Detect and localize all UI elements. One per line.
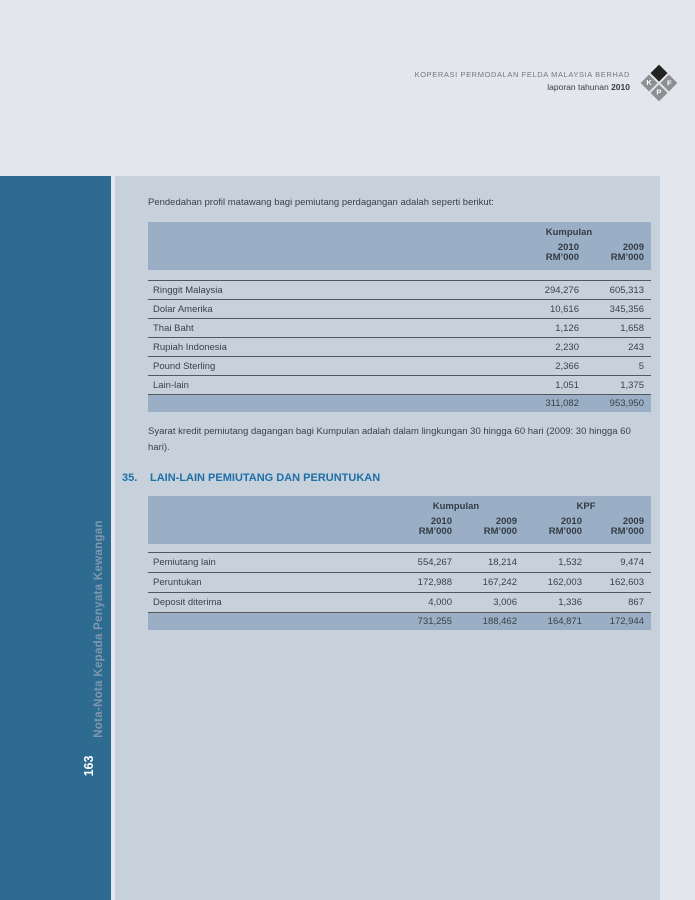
total-value: 188,462 bbox=[482, 616, 517, 627]
table-row bbox=[148, 280, 651, 299]
report-title bbox=[415, 82, 630, 92]
currency-table bbox=[148, 222, 651, 412]
cell-value: 162,003 bbox=[547, 577, 582, 588]
section-title: LAIN-LAIN PEMIUTANG DAN PERUNTUKAN bbox=[150, 472, 381, 484]
cell-value: 554,267 bbox=[417, 557, 452, 568]
sidebar bbox=[0, 176, 111, 900]
content-panel bbox=[115, 176, 660, 900]
payables-table-rows bbox=[148, 552, 651, 630]
cell-value: 1,532 bbox=[558, 557, 582, 568]
credit-note-paragraph: Syarat kredit pemiutang dagangan bagi Kumpulan adalah dalam lingkungan 30 hingga 60 hari (2009: 30 hingga 60 hari). bbox=[148, 426, 631, 453]
cell-2009: 345,356 bbox=[609, 303, 644, 315]
row-label: Pemiutang lain bbox=[153, 557, 216, 568]
kpf-logo-diamonds bbox=[641, 65, 678, 102]
table-row bbox=[148, 552, 651, 572]
page-number: 163 bbox=[82, 755, 96, 777]
row-label: Pound Sterling bbox=[153, 360, 216, 372]
cell-value: 18,214 bbox=[487, 557, 517, 568]
cell-2010: 10,616 bbox=[549, 303, 579, 315]
payables-table bbox=[148, 496, 651, 630]
cell-value: 9,474 bbox=[620, 557, 644, 568]
table-row bbox=[148, 318, 651, 337]
row-label: Lain-lain bbox=[153, 379, 189, 391]
sidebar-section-label: Nota-Nota Kepada Penyata Kewangan bbox=[93, 520, 105, 738]
row-label: Thai Baht bbox=[153, 322, 194, 334]
report-title-prefix: laporan tahunan bbox=[547, 82, 609, 92]
cell-value: 867 bbox=[628, 597, 644, 608]
cell-2009: 605,313 bbox=[609, 284, 644, 296]
total-value: 172,944 bbox=[609, 616, 644, 627]
currency-table-rows bbox=[148, 280, 651, 412]
row-label: Dolar Amerika bbox=[153, 303, 213, 315]
section-number: 35. bbox=[122, 472, 138, 484]
total-2009: 953,950 bbox=[609, 398, 644, 409]
cell-2009: 243 bbox=[628, 341, 644, 353]
cell-value: 167,242 bbox=[482, 577, 517, 588]
total-2010: 311,082 bbox=[545, 398, 579, 409]
table-row bbox=[148, 337, 651, 356]
row-label: Deposit diterima bbox=[153, 597, 222, 608]
cell-value: 172,988 bbox=[417, 577, 452, 588]
col-header-kpf-2010: 2010 RM’000 bbox=[548, 516, 582, 537]
logo-diamond-right: F bbox=[660, 75, 677, 92]
cell-value: 1,336 bbox=[558, 597, 582, 608]
group-header-kumpulan: Kumpulan bbox=[545, 227, 593, 238]
total-value: 164,871 bbox=[547, 616, 582, 627]
table-row bbox=[148, 375, 651, 394]
cell-2009: 1,658 bbox=[620, 322, 644, 334]
cell-2010: 1,126 bbox=[555, 322, 579, 334]
cell-2010: 2,366 bbox=[555, 360, 579, 372]
cell-2009: 1,375 bbox=[620, 379, 644, 391]
group-header-kumpulan: Kumpulan bbox=[432, 501, 480, 512]
col-header-2009: 2009 RM’000 bbox=[610, 242, 644, 263]
table-row bbox=[148, 356, 651, 375]
report-year: 2010 bbox=[611, 82, 630, 92]
cell-2010: 1,051 bbox=[555, 379, 579, 391]
company-name: KOPERASI PERMODALAN FELDA MALAYSIA BERHAD bbox=[414, 70, 630, 79]
row-label: Rupiah Indonesia bbox=[153, 341, 227, 353]
cell-value: 3,006 bbox=[493, 597, 517, 608]
cell-value: 4,000 bbox=[428, 597, 452, 608]
kpf-logo-icon bbox=[637, 61, 681, 105]
section-heading bbox=[122, 472, 651, 484]
total-value: 731,255 bbox=[417, 616, 452, 627]
col-header-kumpulan-2009: 2009 RM’000 bbox=[483, 516, 517, 537]
report-header bbox=[415, 70, 630, 92]
col-header-kumpulan-2010: 2010 RM’000 bbox=[418, 516, 452, 537]
total-row bbox=[148, 394, 651, 412]
row-label: Peruntukan bbox=[153, 577, 202, 588]
currency-table-header bbox=[148, 222, 651, 270]
cell-2010: 2,230 bbox=[555, 341, 579, 353]
table-row bbox=[148, 299, 651, 318]
logo-diamond-bottom: P bbox=[651, 84, 668, 101]
cell-2009: 5 bbox=[638, 360, 644, 372]
table-row bbox=[148, 572, 651, 592]
cell-2010: 294,276 bbox=[544, 284, 579, 296]
total-row bbox=[148, 612, 651, 630]
cell-value: 162,603 bbox=[609, 577, 644, 588]
payables-table-header bbox=[148, 496, 651, 544]
logo-diamond-left: K bbox=[641, 75, 658, 92]
table-row bbox=[148, 592, 651, 612]
row-label: Ringgit Malaysia bbox=[153, 284, 223, 296]
col-header-2010: 2010 RM’000 bbox=[545, 242, 579, 263]
group-header-kpf: KPF bbox=[576, 501, 596, 512]
col-header-kpf-2009: 2009 RM’000 bbox=[610, 516, 644, 537]
intro-paragraph: Pendedahan profil matawang bagi pemiutang perdagangan adalah seperti berikut: bbox=[148, 197, 494, 208]
